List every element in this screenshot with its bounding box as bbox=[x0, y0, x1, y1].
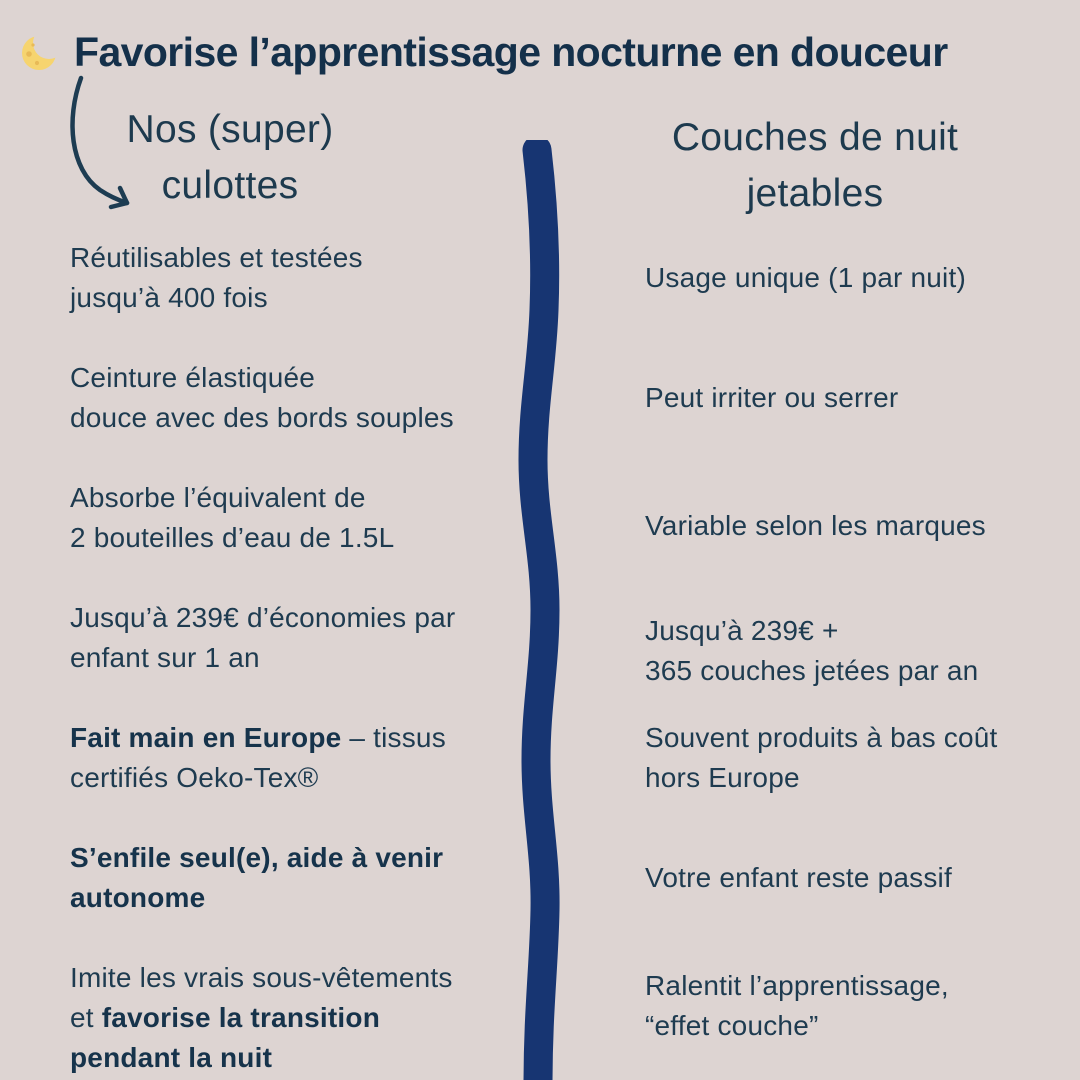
list-item-right-2: Peut irriter ou serrer bbox=[645, 382, 899, 413]
list-item-right-3: Variable selon les marques bbox=[645, 510, 986, 541]
list-item-right-4: Jusqu’à 239€ + 365 couches jetées par an bbox=[645, 615, 979, 686]
right-column-heading bbox=[625, 110, 1005, 222]
list-item-left-7: Imite les vrais sous-vêtements et favorise la transition pendant la nuit bbox=[70, 962, 453, 1073]
list-item-left-6: S’enfile seul(e), aide à venir autonome bbox=[70, 842, 444, 913]
list-item-left-4: Jusqu’à 239€ d’économies par enfant sur 1 an bbox=[70, 602, 456, 673]
title-row bbox=[18, 26, 948, 78]
left-items-list bbox=[70, 238, 540, 1078]
left-heading-line2: culottes bbox=[161, 164, 299, 207]
list-item-left-2: Ceinture élastiquée douce avec des bords souples bbox=[70, 362, 454, 433]
right-items-list bbox=[645, 218, 1065, 1058]
list-item-right-6: Votre enfant reste passif bbox=[645, 862, 952, 893]
list-item-left-3: Absorbe l’équivalent de 2 bouteilles d’eau de 1.5L bbox=[70, 482, 395, 553]
list-item-left-5: Fait main en Europe – tissus certifiés Oeko-Tex® bbox=[70, 722, 446, 793]
left-heading-line1: Nos (super) bbox=[126, 108, 334, 151]
list-item-left-1: Réutilisables et testées jusqu’à 400 fois bbox=[70, 242, 363, 313]
list-item-right-1: Usage unique (1 par nuit) bbox=[645, 262, 966, 293]
list-item-right-5: Souvent produits à bas coût hors Europe bbox=[645, 722, 998, 793]
crescent-moon-icon bbox=[18, 26, 66, 78]
page-title: Favorise l’apprentissage nocturne en douceur bbox=[74, 28, 948, 75]
right-heading-line1: Couches de nuit bbox=[671, 116, 959, 159]
right-heading-line2: jetables bbox=[746, 172, 884, 215]
left-column-heading bbox=[85, 102, 375, 214]
list-item-right-7: Ralentit l’apprentissage, “effet couche” bbox=[645, 970, 949, 1041]
